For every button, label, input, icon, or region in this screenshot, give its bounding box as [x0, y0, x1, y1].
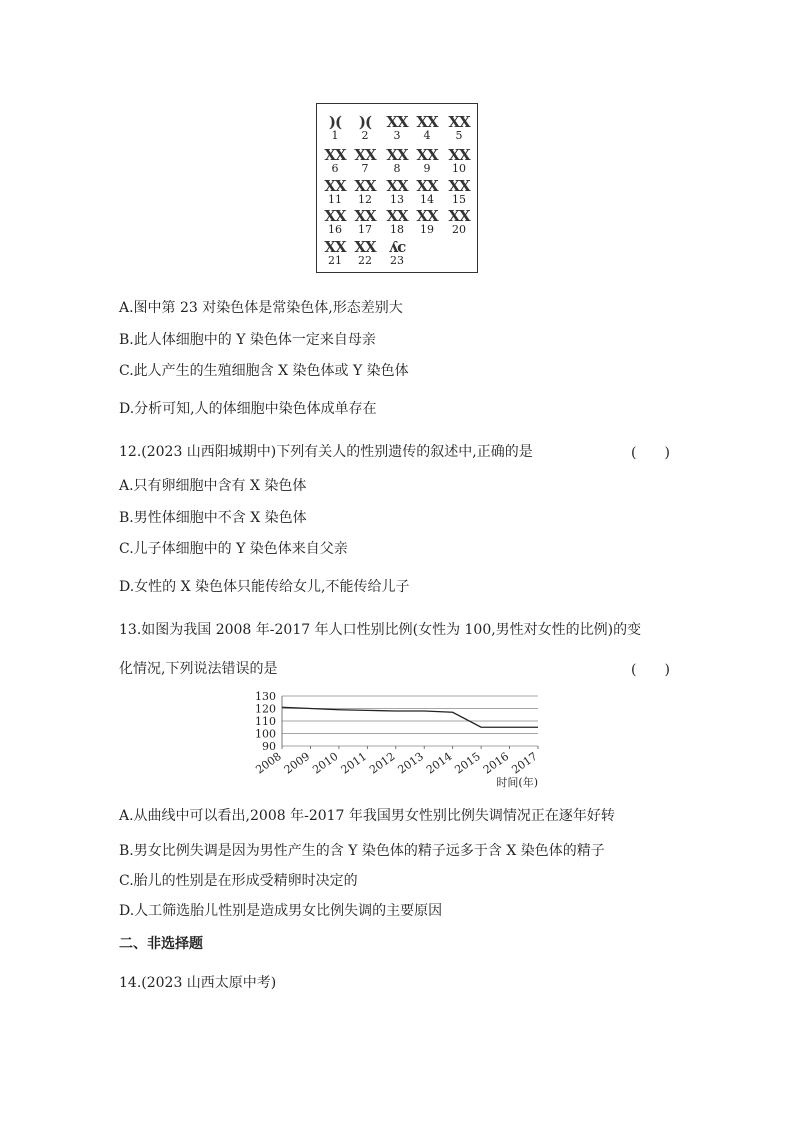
chromosome-pair-17: [351, 208, 379, 236]
chromosome-pair-23: [383, 239, 411, 267]
chromosome-number: 14: [420, 193, 434, 206]
x-tick-label: 2013: [395, 749, 426, 777]
chromosome-glyph: XX: [324, 207, 346, 225]
chromosome-glyph: )(: [358, 113, 372, 131]
q12-option-a: A.只有卵细胞中含有 X 染色体: [119, 478, 307, 494]
q13-stem-line2: 化情况,下列说法错误的是: [119, 661, 278, 677]
chromosome-pair-12: [351, 178, 379, 206]
chromosome-pair-20: [445, 208, 473, 236]
chromosome-glyph: XX: [354, 146, 376, 164]
chromosome-pair-14: [413, 178, 441, 206]
chromosome-number: 15: [452, 193, 466, 206]
x-tick-label: 2011: [338, 749, 370, 777]
chromosome-glyph: XX: [354, 177, 376, 195]
y-tick-label: 110: [255, 715, 276, 728]
chromosome-number: 7: [361, 162, 369, 175]
chromosome-glyph: XX: [354, 207, 376, 225]
y-tick-label: 130: [255, 690, 276, 703]
chromosome-glyph: XX: [324, 177, 346, 195]
q13-option-c: C.胎儿的性别是在形成受精卵时决定的: [119, 873, 358, 889]
chromosome-glyph: XX: [386, 113, 408, 131]
chromosome-glyph: XX: [416, 113, 438, 131]
chromosome-pair-22: [351, 239, 379, 267]
chromosome-pair-7: [351, 147, 379, 175]
chromosome-pair-16: [321, 208, 349, 236]
q11-option-d: D.分析可知,人的体细胞中染色体成单存在: [119, 401, 377, 417]
chromosome-number: 21: [328, 254, 342, 267]
chromosome-glyph: XX: [386, 177, 408, 195]
chromosome-number: 12: [358, 193, 372, 206]
chromosome-number: 18: [390, 223, 404, 236]
chromosome-pair-21: [321, 239, 349, 267]
chromosome-glyph: XX: [448, 113, 470, 131]
chromosome-number: 8: [393, 162, 401, 175]
karyotype-figure: [316, 103, 478, 273]
chromosome-number: 4: [423, 129, 431, 142]
y-tick-label: 120: [255, 702, 276, 716]
chromosome-glyph: XX: [448, 177, 470, 195]
chromosome-pair-19: [413, 208, 441, 236]
q13-option-b: B.男女比例失调是因为男性产生的含 Y 染色体的精子远多于含 X 染色体的精子: [119, 843, 605, 859]
q12-option-c: C.儿子体细胞中的 Y 染色体来自父亲: [119, 541, 348, 557]
x-tick-label: 2012: [367, 749, 398, 777]
chromosome-glyph: XX: [354, 238, 376, 256]
chromosome-glyph: XX: [386, 146, 408, 164]
chromosome-glyph: XX: [416, 146, 438, 164]
chromosome-glyph: XX: [386, 207, 408, 225]
chromosome-number: 20: [452, 223, 466, 236]
chromosome-number: 2: [361, 129, 369, 142]
q14-stem: 14.(2023 山西太原中考): [119, 975, 277, 991]
chromosome-number: 11: [328, 193, 342, 206]
q11-option-b: B.此人体细胞中的 Y 染色体一定来自母亲: [119, 332, 376, 348]
chromosome-glyph: XX: [324, 238, 346, 256]
chromosome-pair-2: [351, 114, 379, 142]
chromosome-pair-8: [383, 147, 411, 175]
chromosome-pair-4: [413, 114, 441, 142]
chromosome-pair-5: [445, 114, 473, 142]
chromosome-number: 17: [358, 223, 372, 236]
chromosome-glyph: XX: [448, 146, 470, 164]
q12-answer-paren: ( ): [631, 445, 670, 461]
q12-stem: 12.(2023 山西阳城期中)下列有关人的性别遗传的叙述中,正确的是: [119, 444, 533, 460]
chromosome-number: 19: [420, 223, 434, 236]
chromosome-number: 23: [390, 254, 404, 267]
x-tick-label: 2016: [480, 749, 512, 777]
chromosome-pair-11: [321, 178, 349, 206]
chromosome-number: 16: [328, 223, 342, 236]
x-tick-label: 2015: [452, 749, 483, 777]
chromosome-number: 5: [455, 129, 463, 142]
sex-ratio-line-chart: [230, 688, 550, 793]
q12-option-d: D.女性的 X 染色体只能传给女儿,不能传给儿子: [119, 579, 410, 595]
x-tick-label: 2017: [509, 749, 540, 777]
q11-option-c: C.此人产生的生殖细胞含 X 染色体或 Y 染色体: [119, 363, 409, 379]
chromosome-pair-6: [321, 147, 349, 175]
chromosome-glyph: )(: [328, 113, 342, 131]
q13-option-a: A.从曲线中可以看出,2008 年-2017 年我国男女性别比例失调情况正在逐年好转: [119, 808, 615, 824]
chromosome-glyph: ʎc: [388, 238, 406, 256]
chromosome-number: 22: [358, 254, 372, 267]
chromosome-pair-18: [383, 208, 411, 236]
chromosome-pair-15: [445, 178, 473, 206]
x-axis-label: 时间(年): [496, 776, 538, 789]
chromosome-number: 13: [390, 193, 404, 206]
chromosome-number: 3: [393, 129, 401, 142]
chromosome-number: 1: [331, 129, 339, 142]
q11-option-a: A.图中第 23 对染色体是常染色体,形态差别大: [119, 300, 403, 316]
chromosome-glyph: XX: [416, 177, 438, 195]
y-tick-label: 90: [262, 740, 276, 753]
q13-answer-paren: ( ): [631, 662, 670, 678]
x-tick-label: 2014: [423, 749, 455, 777]
chromosome-pair-9: [413, 147, 441, 175]
chromosome-pair-13: [383, 178, 411, 206]
chromosome-number: 10: [452, 162, 466, 175]
chromosome-pair-3: [383, 114, 411, 142]
chromosome-glyph: XX: [324, 146, 346, 164]
x-tick-label: 2008: [253, 749, 284, 777]
x-tick-label: 2009: [281, 749, 313, 777]
chromosome-pair-1: [321, 114, 349, 142]
chromosome-pair-10: [445, 147, 473, 175]
x-tick-label: 2010: [310, 749, 341, 777]
q12-option-b: B.男性体细胞中不含 X 染色体: [119, 510, 307, 526]
series-line: [282, 707, 538, 727]
section-title: 二、非选择题: [119, 936, 203, 952]
chromosome-glyph: XX: [448, 207, 470, 225]
q13-stem-line1: 13.如图为我国 2008 年-2017 年人口性别比例(女性为 100,男性对女性的比例)的变: [119, 622, 642, 638]
chromosome-number: 9: [423, 162, 431, 175]
q13-option-d: D.人工筛选胎儿性别是造成男女比例失调的主要原因: [119, 903, 443, 919]
chromosome-number: 6: [331, 162, 339, 175]
chromosome-glyph: XX: [416, 207, 438, 225]
y-tick-label: 100: [255, 727, 276, 741]
